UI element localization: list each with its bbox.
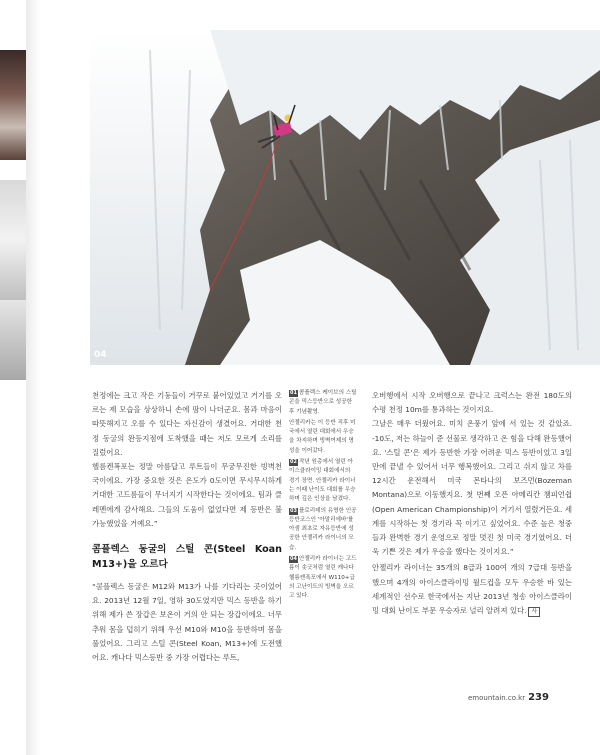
page-footer	[468, 692, 549, 703]
right-paragraph-3	[372, 561, 572, 618]
ice-climbing-photo	[90, 30, 600, 365]
caption-text: 안젤리카 라이너는 고드름이 솟긋처럼 열린 캐나다 헬름켄폭포에서 W110+급의 고난이도의 빙벽을 오르고 있다.	[289, 556, 357, 600]
caption-text: 작년 원총에서 열린 아이스클라이밍 대회에서의 경기 장면. 안젤리카 라이너는 이때 난이도 대회를 우승하며 깊은 인상을 남겼다.	[289, 459, 356, 503]
caption-text: 플로리데의 유명한 인공등반코스인 '아말리에바'를 아샘 최초로 자유등반에 성공한 안젤리카 라이너의 모습.	[289, 507, 357, 551]
caption-number: 01	[290, 390, 297, 396]
end-mark-icon: 사	[528, 607, 540, 617]
caption-number: 03	[290, 507, 297, 514]
left-paragraph-3: “콤플렉스 동굴은 M12와 M13가 나를 기다리는 곳이었어요. 2013년 12월 7일, 영하 30도였지만 믹스 등반을 하기 위해 제가 쓴 장갑은 보온이 거의 안 되는 장갑이에요. 너무 추워 몸을 덥히기 위해 우선 M10와 M10을 등반하며 몸을 풀었어요. 그리고 스틸 콘(Steel Koan, M13+)에 도전했어요. 캐나다 믹스등반 중 가장 어렵다는 루트,	[92, 582, 282, 663]
left-paragraph-1: 천정에는 크고 작은 기둥들이 거꾸로 붙어있었고 거기를 오르는 제 모습을 상상하니 손에 땀이 나더군요. 몸과 마음이 따뜻해지고 오를 수 있다는 자신감이 생겼어요. 거대한 천정 동굴의 완등지점에 도착했을 때는 저도 모르게 소리를 질렀어요.	[92, 391, 282, 457]
right-paragraph-1: 오버행에서 시작 오버행으로 끝나고 크럭스는 완전 180도의 수평 천정 10m를 통과하는 것이지요.	[372, 391, 572, 415]
site-url: emountain.co.kr	[468, 694, 526, 702]
section-subheading: 콤플렉스 동굴의 스틸 콘(Steel Koan M13+)을 오르다	[92, 544, 282, 570]
facing-page-photo-top	[0, 50, 26, 160]
caption-item	[289, 419, 357, 456]
caption-text: 안젤리카는 이 등반 직후 미국에서 열린 대회에서 우승을 차지하며 빙벽여제의 명성을 이어갔다.	[289, 419, 356, 454]
caption-item	[289, 458, 357, 504]
facing-page-photo-bottom	[0, 300, 26, 380]
caption-text: 콤플렉스 케이브의 스틸콘을 믹스등반으로 성공한 후 기념촬영.	[289, 390, 357, 415]
left-paragraph-2: 헬름켄폭포는 정말 아름답고 루트들이 무궁무진한 빙벽천국이에요. 가장 중요한 것은 온도가 0도이면 무시무시하게 거대한 고드름들이 무너지기 시작한다는 것이에요. 팀과 클레멘에게 감사해요. 그들의 도움이 없었다면 제 등반은 불가능했었을 거예요.”	[92, 462, 282, 528]
caption-number: 02	[290, 459, 297, 466]
page-number: 239	[528, 692, 549, 703]
right-text-column	[372, 389, 572, 618]
right-paragraph-2: 그날은 매우 더웠어요. 미치 온풍기 앞에 서 있는 것 같았죠. -10도, 저는 하늘이 준 선물로 생각하고 온 힘을 다해 완등했어요. '스틸 콘'은 제가 등반한 가장 어려운 믹스 등반이었고 3일 만에 끝낼 수 있어서 너무 행복했어요. 그리고 쉬지 않고 차를 12시간 운전해서 미국 몬타나의 보즈먼(Bozeman Montana)으로 이동했지요. 첫 번째 오픈 아메리칸 챔피언쉽(Open American Championship)이 거기서 열렸거든요. 세계를 시작하는 첫 경기라 꼭 이기고 싶었어요. 수준 높은 청중들과 완벽한 경기 운영으로 정말 멋진 첫 미국 경기였어요. 더욱 기쁜 것은 제가 우승을 했다는 것이지요.”	[372, 419, 572, 557]
photo-captions	[289, 389, 357, 604]
caption-item	[289, 389, 357, 417]
page-gutter-shadow	[26, 0, 40, 755]
photo-illustration	[90, 30, 600, 365]
caption-item	[289, 555, 357, 601]
caption-item	[289, 507, 357, 553]
right-paragraph-3-text: 안젤리카 라이너는 35개의 8급과 100여 개의 7급대 등반을 했으며 4개의 아이스클라이밍 월드컵을 모두 우승한 바 있는 세계적인 선수로 한국에서는 지난 2013년 청송 아이스클라이밍 대회 난이도 부문 우승자로 널리 알려져 있다.	[372, 563, 572, 616]
photo-number: 04	[94, 350, 107, 360]
facing-page-photo-middle	[0, 180, 26, 300]
caption-number: 04	[290, 556, 297, 563]
left-text-column	[92, 389, 282, 665]
facing-page-strip	[0, 0, 26, 755]
